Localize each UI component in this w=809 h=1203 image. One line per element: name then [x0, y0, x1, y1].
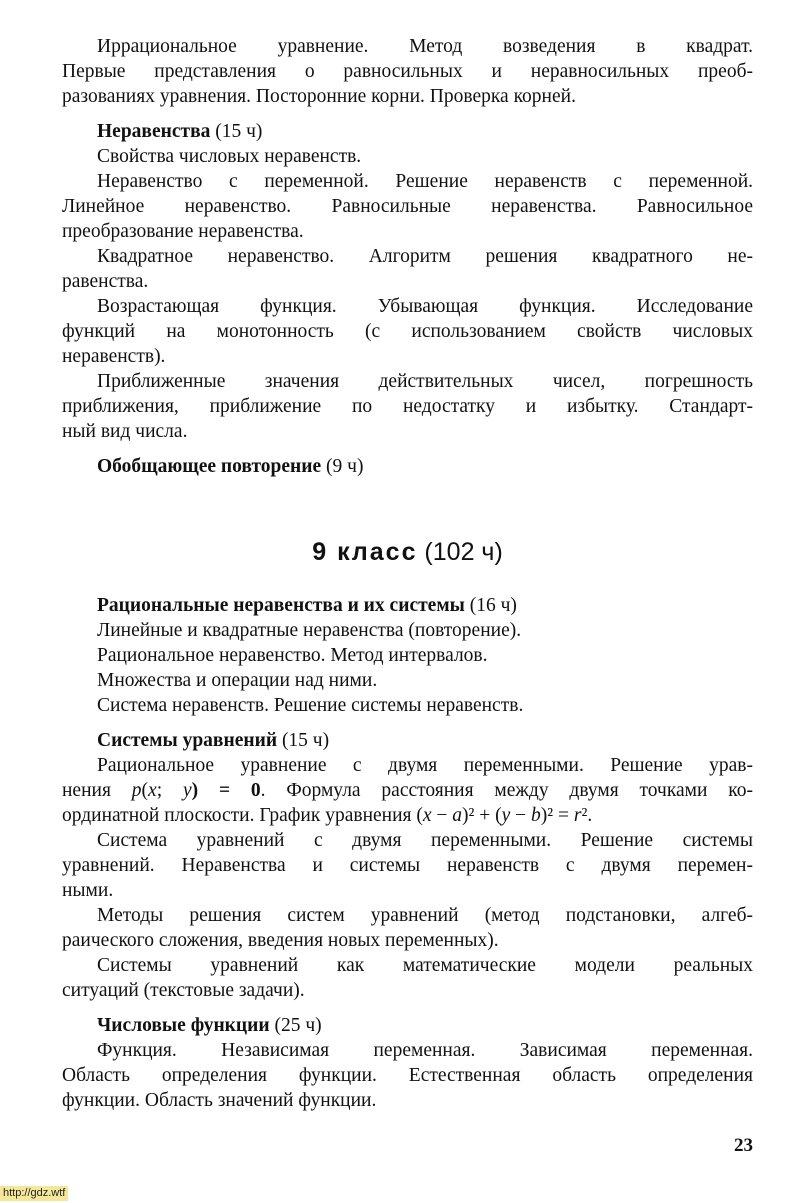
- math-variable: x: [422, 805, 432, 826]
- text-segment: (: [141, 780, 149, 801]
- text-line: Область определения функции. Естественная область определения: [62, 1065, 753, 1086]
- paragraph: [62, 34, 753, 109]
- text-line: функций на монотонность (с использованием свойств числовых: [62, 321, 753, 342]
- section-heading: [62, 1013, 753, 1038]
- text-segment: ;: [156, 780, 183, 801]
- text-segment: ².: [581, 805, 593, 826]
- text-line: неравенств).: [62, 346, 166, 367]
- math-variable: p: [131, 780, 142, 801]
- page-number: 23: [734, 1135, 753, 1156]
- text-line: преобразование неравенства.: [62, 221, 304, 242]
- text-line: Квадратное неравенство. Алгоритм решения квадратного не-: [97, 246, 753, 267]
- heading-title: Системы уравнений: [97, 730, 278, 751]
- section-heading: [62, 454, 753, 479]
- text-line: Рациональное уравнение с двумя переменными. Решение урав-: [97, 755, 753, 776]
- text-line: уравнений. Неравенства и системы неравенств с двумя перемен-: [62, 855, 753, 876]
- section-title: [62, 537, 753, 567]
- text-line: Методы решения систем уравнений (метод подстановки, алгеб-: [97, 905, 753, 926]
- math-variable: y: [182, 780, 192, 801]
- section-heading: [62, 593, 753, 618]
- heading-title: Неравенства: [97, 121, 211, 142]
- text-segment: ординатной плоскости. График уравнения (: [62, 805, 423, 826]
- section-title-hours: (102 ч): [417, 538, 503, 566]
- paragraph: [62, 668, 753, 693]
- heading-hours: (9 ч): [321, 456, 364, 477]
- math-variable: x: [148, 780, 157, 801]
- text-line: приближения, приближение по недостатку и избытку. Стандарт-: [62, 396, 753, 417]
- text-line: ситуаций (текстовые задачи).: [62, 980, 305, 1001]
- text-line: раического сложения, введения новых переменных).: [62, 930, 499, 951]
- text-line: ными.: [62, 880, 114, 901]
- text-line: Иррациональное уравнение. Метод возведения в квадрат.: [97, 36, 753, 57]
- text-line: Линейное неравенство. Равносильные неравенства. Равносильное: [62, 196, 753, 217]
- heading-line: [62, 1013, 753, 1038]
- text-line: [62, 778, 753, 803]
- text-line: Линейные и квадратные неравенства (повторение).: [97, 620, 522, 641]
- math-variable: a: [452, 805, 463, 826]
- text-segment: . Формула расстояния между двумя точками ко-: [260, 780, 753, 801]
- text-line: Системы уравнений как математические модели реальных: [97, 955, 753, 976]
- text-line: Функция. Независимая переменная. Зависимая переменная.: [97, 1040, 753, 1061]
- paragraph: [62, 618, 753, 643]
- text-line: Система уравнений с двумя переменными. Решение системы: [97, 830, 753, 851]
- text-line: Неравенство с переменной. Решение неравенств с переменной.: [97, 171, 753, 192]
- heading-hours: (16 ч): [464, 595, 517, 616]
- math-variable: b: [531, 805, 541, 826]
- heading-line: [62, 728, 753, 753]
- text-segment: )² =: [540, 805, 574, 826]
- text-line: Система неравенств. Решение системы неравенств.: [97, 695, 524, 716]
- text-segment: ) = 0: [191, 780, 261, 801]
- text-line: равенства.: [62, 271, 149, 292]
- paragraph: [62, 294, 753, 369]
- paragraph: [62, 169, 753, 244]
- heading-title: Обобщающее повторение: [97, 456, 322, 477]
- paragraph: [62, 693, 753, 718]
- paragraph: [62, 903, 753, 953]
- math-variable: r: [573, 805, 582, 826]
- paragraph: [62, 953, 753, 1003]
- heading-line: [62, 454, 753, 479]
- text-line: Возрастающая функция. Убывающая функция. Исследование: [97, 296, 753, 317]
- math-variable: y: [501, 805, 511, 826]
- paragraph: [62, 144, 753, 169]
- text-line: Рациональное неравенство. Метод интервалов.: [97, 645, 488, 666]
- page-body: [62, 34, 753, 1113]
- paragraph: [62, 1038, 753, 1113]
- text-line: Приближенные значения действительных чисел, погрешность: [97, 371, 753, 392]
- text-line: разованиях уравнения. Посторонние корни. Проверка корней.: [62, 86, 576, 107]
- paragraph: [62, 244, 753, 294]
- paragraph: [62, 753, 753, 828]
- watermark-link[interactable]: http://gdz.wtf: [0, 1186, 68, 1201]
- section-heading: [62, 728, 753, 753]
- text-segment: −: [510, 805, 532, 826]
- text-line: Свойства числовых неравенств.: [97, 146, 362, 167]
- text-segment: −: [431, 805, 453, 826]
- heading-hours: (15 ч): [210, 121, 263, 142]
- heading-hours: (15 ч): [277, 730, 330, 751]
- text-line: функции. Область значений функции.: [62, 1090, 377, 1111]
- text-line: Множества и операции над ними.: [97, 670, 378, 691]
- heading-line: [62, 593, 753, 618]
- text-segment: )² + (: [462, 805, 502, 826]
- text-line: Первые представления о равносильных и неравносильных преоб-: [62, 61, 753, 82]
- section-title-grade: 9 класс: [312, 538, 418, 566]
- heading-title: Числовые функции: [97, 1015, 270, 1036]
- heading-hours: (25 ч): [269, 1015, 322, 1036]
- paragraph: [62, 643, 753, 668]
- heading-line: [62, 119, 753, 144]
- paragraph: [62, 369, 753, 444]
- paragraph: [62, 828, 753, 903]
- text-line: [62, 803, 753, 828]
- section-heading: [62, 119, 753, 144]
- text-segment: нения: [62, 780, 132, 801]
- text-line: ный вид числа.: [62, 421, 188, 442]
- heading-title: Рациональные неравенства и их системы: [97, 595, 465, 616]
